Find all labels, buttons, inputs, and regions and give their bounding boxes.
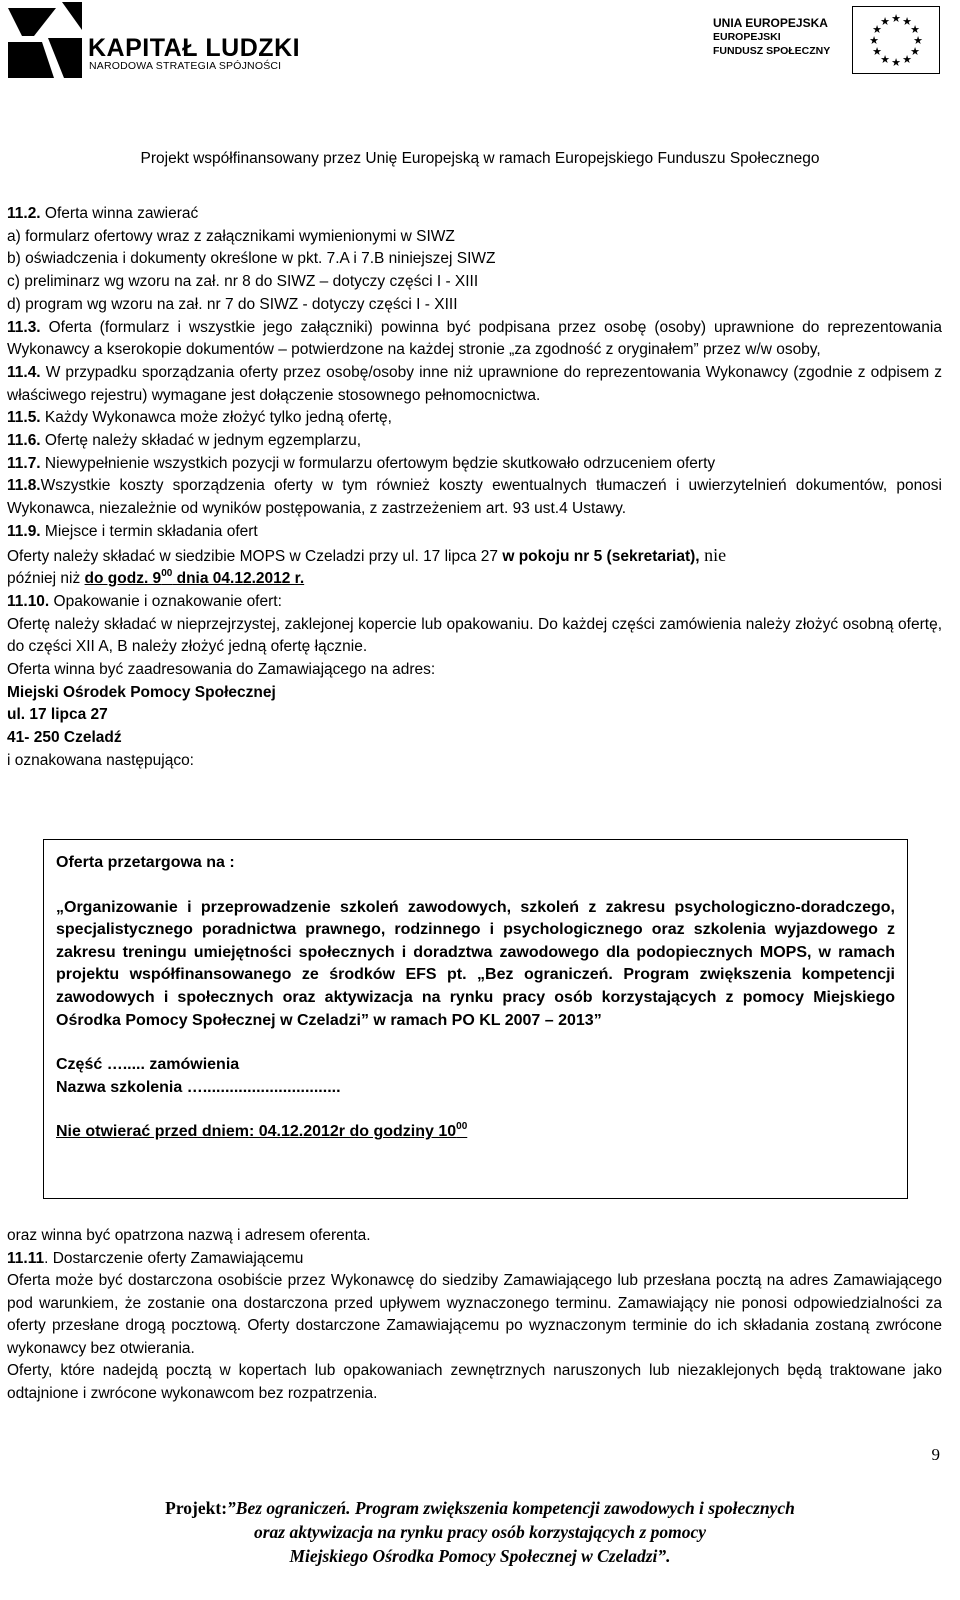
section-11-6 xyxy=(7,430,942,453)
section-number: 11.7. xyxy=(7,454,41,472)
svg-text:★: ★ xyxy=(902,53,912,66)
section-number: 11.6. xyxy=(7,432,41,450)
footer-line-3: Miejskiego Ośrodka Pomocy Społecznej w Czeladzi”. xyxy=(289,1546,671,1566)
section-11-10-text: Ofertę należy składać w nieprzejrzystej, zaklejonej kopercie lub opakowaniu. Do każdej części zamówienia należy złożyć osobną ofertę, do części XII A, B należy złożyć jedną ofertę łącznie. xyxy=(7,615,942,656)
section-11-9-heading xyxy=(7,521,942,544)
envelope-training-name: Nazwa szkolenia …............................... xyxy=(56,1078,341,1096)
footer-line-2: oraz aktywizacja na rynku pracy osób korzystających z pomocy xyxy=(253,1522,707,1542)
deadline-minutes: 00 xyxy=(161,568,173,580)
envelope-subject: „Organizowanie i przeprowadzenie szkoleń zawodowych, szkoleń z zakresu psychologiczno-doradczego, specjalistycznego poradnictwa prawnego, rodzinnego i psychologicznego oraz szkolenia wyjazdowego z zakresu treningu umiejętności społecznych i doradztwa zawodowego dla podopiecznych MOPS, w ramach projektu współfinansowanego ze środków EFS pt. „Bez ograniczeń. Program zwiększenia kompetencji zawodowych i społecznych oraz aktywizacja na rynku pracy osób korzystających z pomocy Miejskiego Ośrodka Pomocy Społecznej w Czeladzi” w ramach PO KL 2007 – 2013” xyxy=(56,898,895,1029)
spacer xyxy=(56,875,895,897)
svg-text:★: ★ xyxy=(880,15,890,28)
section-title: Miejsce i termin składania ofert xyxy=(40,522,258,540)
document-body xyxy=(7,203,942,773)
section-11-5 xyxy=(7,407,942,430)
svg-text:★: ★ xyxy=(913,34,923,47)
kapital-ludzki-name: KAPITAŁ LUDZKI xyxy=(88,34,301,62)
envelope-title: Oferta przetargowa na : xyxy=(56,854,235,871)
envelope-do-not-open xyxy=(56,1121,895,1144)
section-number: 11.3. xyxy=(7,318,41,336)
section-number: 11.10. xyxy=(7,592,50,610)
section-number: 11.8. xyxy=(7,477,41,495)
svg-text:★: ★ xyxy=(880,53,890,66)
section-number: 11.5. xyxy=(7,409,41,427)
kapital-ludzki-subtitle: NARODOWA STRATEGIA SPÓJNOŚCI xyxy=(89,60,282,72)
section-11-9-deadline xyxy=(7,568,942,591)
address-intro: Oferta winna być zaadresowania do Zamawiającego na adres: xyxy=(7,661,436,679)
section-text: Każdy Wykonawca może złożyć tylko jedną ofertę, xyxy=(40,409,392,427)
section-text: Wszystkie koszty sporządzenia oferty w tym również koszty ewentualnych tłumaczeń i uwierzytelnień dokumentów, ponosi Wykonawca, niezależnie od wyników postępowania, z zastrzeżeniem art. 93 ust.4 Ustawy. xyxy=(7,477,942,518)
section-text: Oferta (formularz i wszystkie jego załączniki) powinna być podpisana przez osobę (osoby) uprawnione do reprezentowania Wykonawcy a kserokopie dokumentów – potwierdzone na każdej stronie „za zgodność z oryginałem” przez w/w osoby, xyxy=(7,318,942,359)
deadline-date xyxy=(85,570,305,587)
list-item-d: d) program wg wzoru na zał. nr 7 do SIWZ - dotyczy części I - XIII xyxy=(7,295,458,313)
svg-text:★: ★ xyxy=(891,12,901,25)
do-not-open-text xyxy=(56,1123,467,1140)
envelope-part: Część …..... zamówienia xyxy=(56,1056,240,1074)
section-11-8 xyxy=(7,475,942,520)
svg-text:★: ★ xyxy=(910,23,920,36)
section-11-11-note: Oferty, które nadejdą pocztą w kopertach lub opakowaniach zewnętrznych naruszonych lub niezaklejonych będą traktowane jako odtajnione i zwrócone wykonawcom bez rozpatrzenia. xyxy=(7,1362,942,1402)
kapital-ludzki-logo-icon xyxy=(4,2,84,82)
page-footer xyxy=(0,1496,960,1568)
section-title: Oferta winna zawierać xyxy=(40,205,199,222)
eu-fund-text xyxy=(713,16,830,58)
footer-line-1 xyxy=(0,1496,960,1520)
section-number: 11.2. xyxy=(7,205,41,222)
section-number: 11.11 xyxy=(7,1249,45,1267)
svg-text:★: ★ xyxy=(910,45,920,58)
svg-text:★: ★ xyxy=(872,23,882,36)
spacer xyxy=(56,1099,895,1121)
section-11-10-heading xyxy=(7,591,942,614)
submission-room: w pokoju nr 5 (sekretariat), xyxy=(502,547,700,565)
section-text: Ofertę należy składać w jednym egzemplarzu, xyxy=(40,432,362,450)
section-11-3 xyxy=(7,317,942,362)
list-item-b: b) oświadczenia i dokumenty określone w pkt. 7.A i 7.B niniejszej SIWZ xyxy=(7,250,496,268)
deadline-hour: do godz. 9 xyxy=(84,570,162,588)
footer-label: Projekt xyxy=(165,1498,222,1518)
section-11-9-text xyxy=(7,544,942,569)
eu-line-1: UNIA EUROPEJSKA xyxy=(713,16,828,30)
svg-text:★: ★ xyxy=(902,15,912,28)
section-11-2-heading xyxy=(7,203,942,226)
deadline-prefix: później niż xyxy=(7,570,85,588)
footer-colon: : xyxy=(221,1498,228,1518)
page-number: 9 xyxy=(931,1445,940,1464)
section-11-7 xyxy=(7,453,942,476)
section-number: 11.4. xyxy=(7,363,41,381)
section-text: W przypadku sporządzania oferty przez osobę/osoby inne niż uprawnione do reprezentowania Wykonawcy (zgodnie z odpisem z właściwego rejestru) wymagane jest dołączenie stosownego pełnomocnictwa. xyxy=(7,363,942,404)
envelope-label-box xyxy=(43,839,908,1199)
spacer xyxy=(56,1032,895,1054)
svg-text:★: ★ xyxy=(869,34,879,47)
submission-not: nie xyxy=(699,544,727,565)
list-item-a: a) formularz ofertowy wraz z załącznikami wymienionymi w SIWZ xyxy=(7,227,455,245)
section-number: 11.9. xyxy=(7,522,41,540)
svg-text:★: ★ xyxy=(872,45,882,58)
project-cofinancing-line: Projekt współfinansowany przez Unię Europejską w ramach Europejskiego Funduszu Społecznego xyxy=(140,150,820,167)
document-body-continued xyxy=(7,1225,942,1405)
deadline-day: dnia 04.12.2012 r. xyxy=(172,570,305,588)
section-text: Niewypełnienie wszystkich pozycji w formularzu ofertowym będzie skutkowało odrzuceniem oferty xyxy=(40,454,716,472)
footer-title-1: ”Bez ograniczeń. Program zwiększenia kompetencji zawodowych i społecznych xyxy=(227,1498,795,1518)
page-header xyxy=(0,0,960,167)
address-line-1: Miejski Ośrodek Pomocy Społecznej xyxy=(7,683,276,701)
section-11-11-heading xyxy=(7,1248,942,1271)
do-not-open-date: Nie otwierać przed dniem: 04.12.2012r do godziny 10 xyxy=(56,1123,457,1141)
eu-flag-icon xyxy=(852,6,940,74)
submission-place: Oferty należy składać w siedzibie MOPS w Czeladzi przy ul. 17 lipca 27 xyxy=(7,547,503,565)
section-11-11-text: Oferta może być dostarczona osobiście przez Wykonawcę do siedziby Zamawiającego lub przesłana pocztą na adres Zamawiającego pod warunkiem, że zostanie ona dostarczona przed upływem wyznaczonego terminu. Zamawiający nie ponosi odpowiedzialności za oferty przesłane drogą pocztową. Oferty dostarczone Zamawiającemu po wyznaczonym terminie do ich składania zostaną zwrócone wykonawcy bez otwierania. xyxy=(7,1272,942,1357)
section-title: . Dostarczenie oferty Zamawiającemu xyxy=(44,1249,304,1267)
section-title: Opakowanie i oznakowanie ofert: xyxy=(49,592,282,610)
list-item-c: c) preliminarz wg wzoru na zał. nr 8 do SIWZ – dotyczy części I - XIII xyxy=(7,273,479,291)
address-line-3: 41- 250 Czeladź xyxy=(7,729,122,747)
svg-text:★: ★ xyxy=(891,56,901,69)
section-11-4 xyxy=(7,362,942,407)
address-line-2: ul. 17 lipca 27 xyxy=(7,706,108,724)
marking-note: oraz winna być opatrzona nazwą i adresem oferenta. xyxy=(7,1227,371,1244)
do-not-open-minutes: 00 xyxy=(456,1121,468,1133)
eu-line-3: FUNDUSZ SPOŁECZNY xyxy=(713,45,831,57)
marking-intro: i oznakowana następująco: xyxy=(7,751,194,769)
eu-line-2: EUROPEJSKI xyxy=(713,31,781,43)
